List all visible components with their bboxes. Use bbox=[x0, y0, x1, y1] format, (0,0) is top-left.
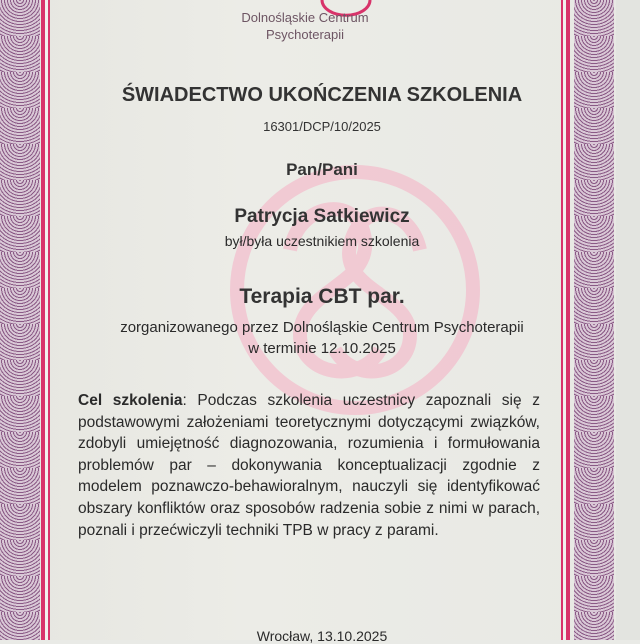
logo-line-2: Psychoterapii bbox=[265, 27, 345, 42]
certificate-number: 16301/DCP/10/2025 bbox=[263, 119, 381, 134]
course-name: Terapia CBT par. bbox=[239, 285, 405, 308]
salutation: Pan/Pani bbox=[286, 160, 358, 179]
organizer-text: zorganizowanego przez Dolnośląskie Centrum Psychoterapii bbox=[120, 319, 524, 336]
logo-line-1: Dolnośląskie Centrum bbox=[241, 10, 369, 25]
certificate-title: ŚWIADECTWO UKOŃCZENIA SZKOLENIA bbox=[121, 84, 523, 106]
goal-text: : Podczas szkolenia uczestnicy zapoznali się z podstawowymi założeniami teoretycznymi dotyczącymi związków, zdobyli umiejętność diagnozowania, rozumienia i formułowania problemów par – dokonywania konceptualizacji zgodnie z modelem poznawczo-behawioralnym, nauczyli się identyfikować obszary konfliktów oraz sposobów radzenia sobie z nimi w parach, poznali i przećwiczyli techniki TPB w pracy z parami. bbox=[78, 392, 540, 539]
participant-name: Patrycja Satkiewicz bbox=[234, 206, 410, 227]
place-and-date: Wrocław, 13.10.2025 bbox=[256, 628, 388, 644]
course-goal bbox=[78, 390, 540, 541]
goal-label: Cel szkolenia bbox=[78, 392, 183, 409]
organizer-block bbox=[60, 317, 584, 359]
course-date: w terminie 12.10.2025 bbox=[248, 340, 396, 357]
participation-text: był/była uczestnikiem szkolenia bbox=[224, 233, 420, 249]
